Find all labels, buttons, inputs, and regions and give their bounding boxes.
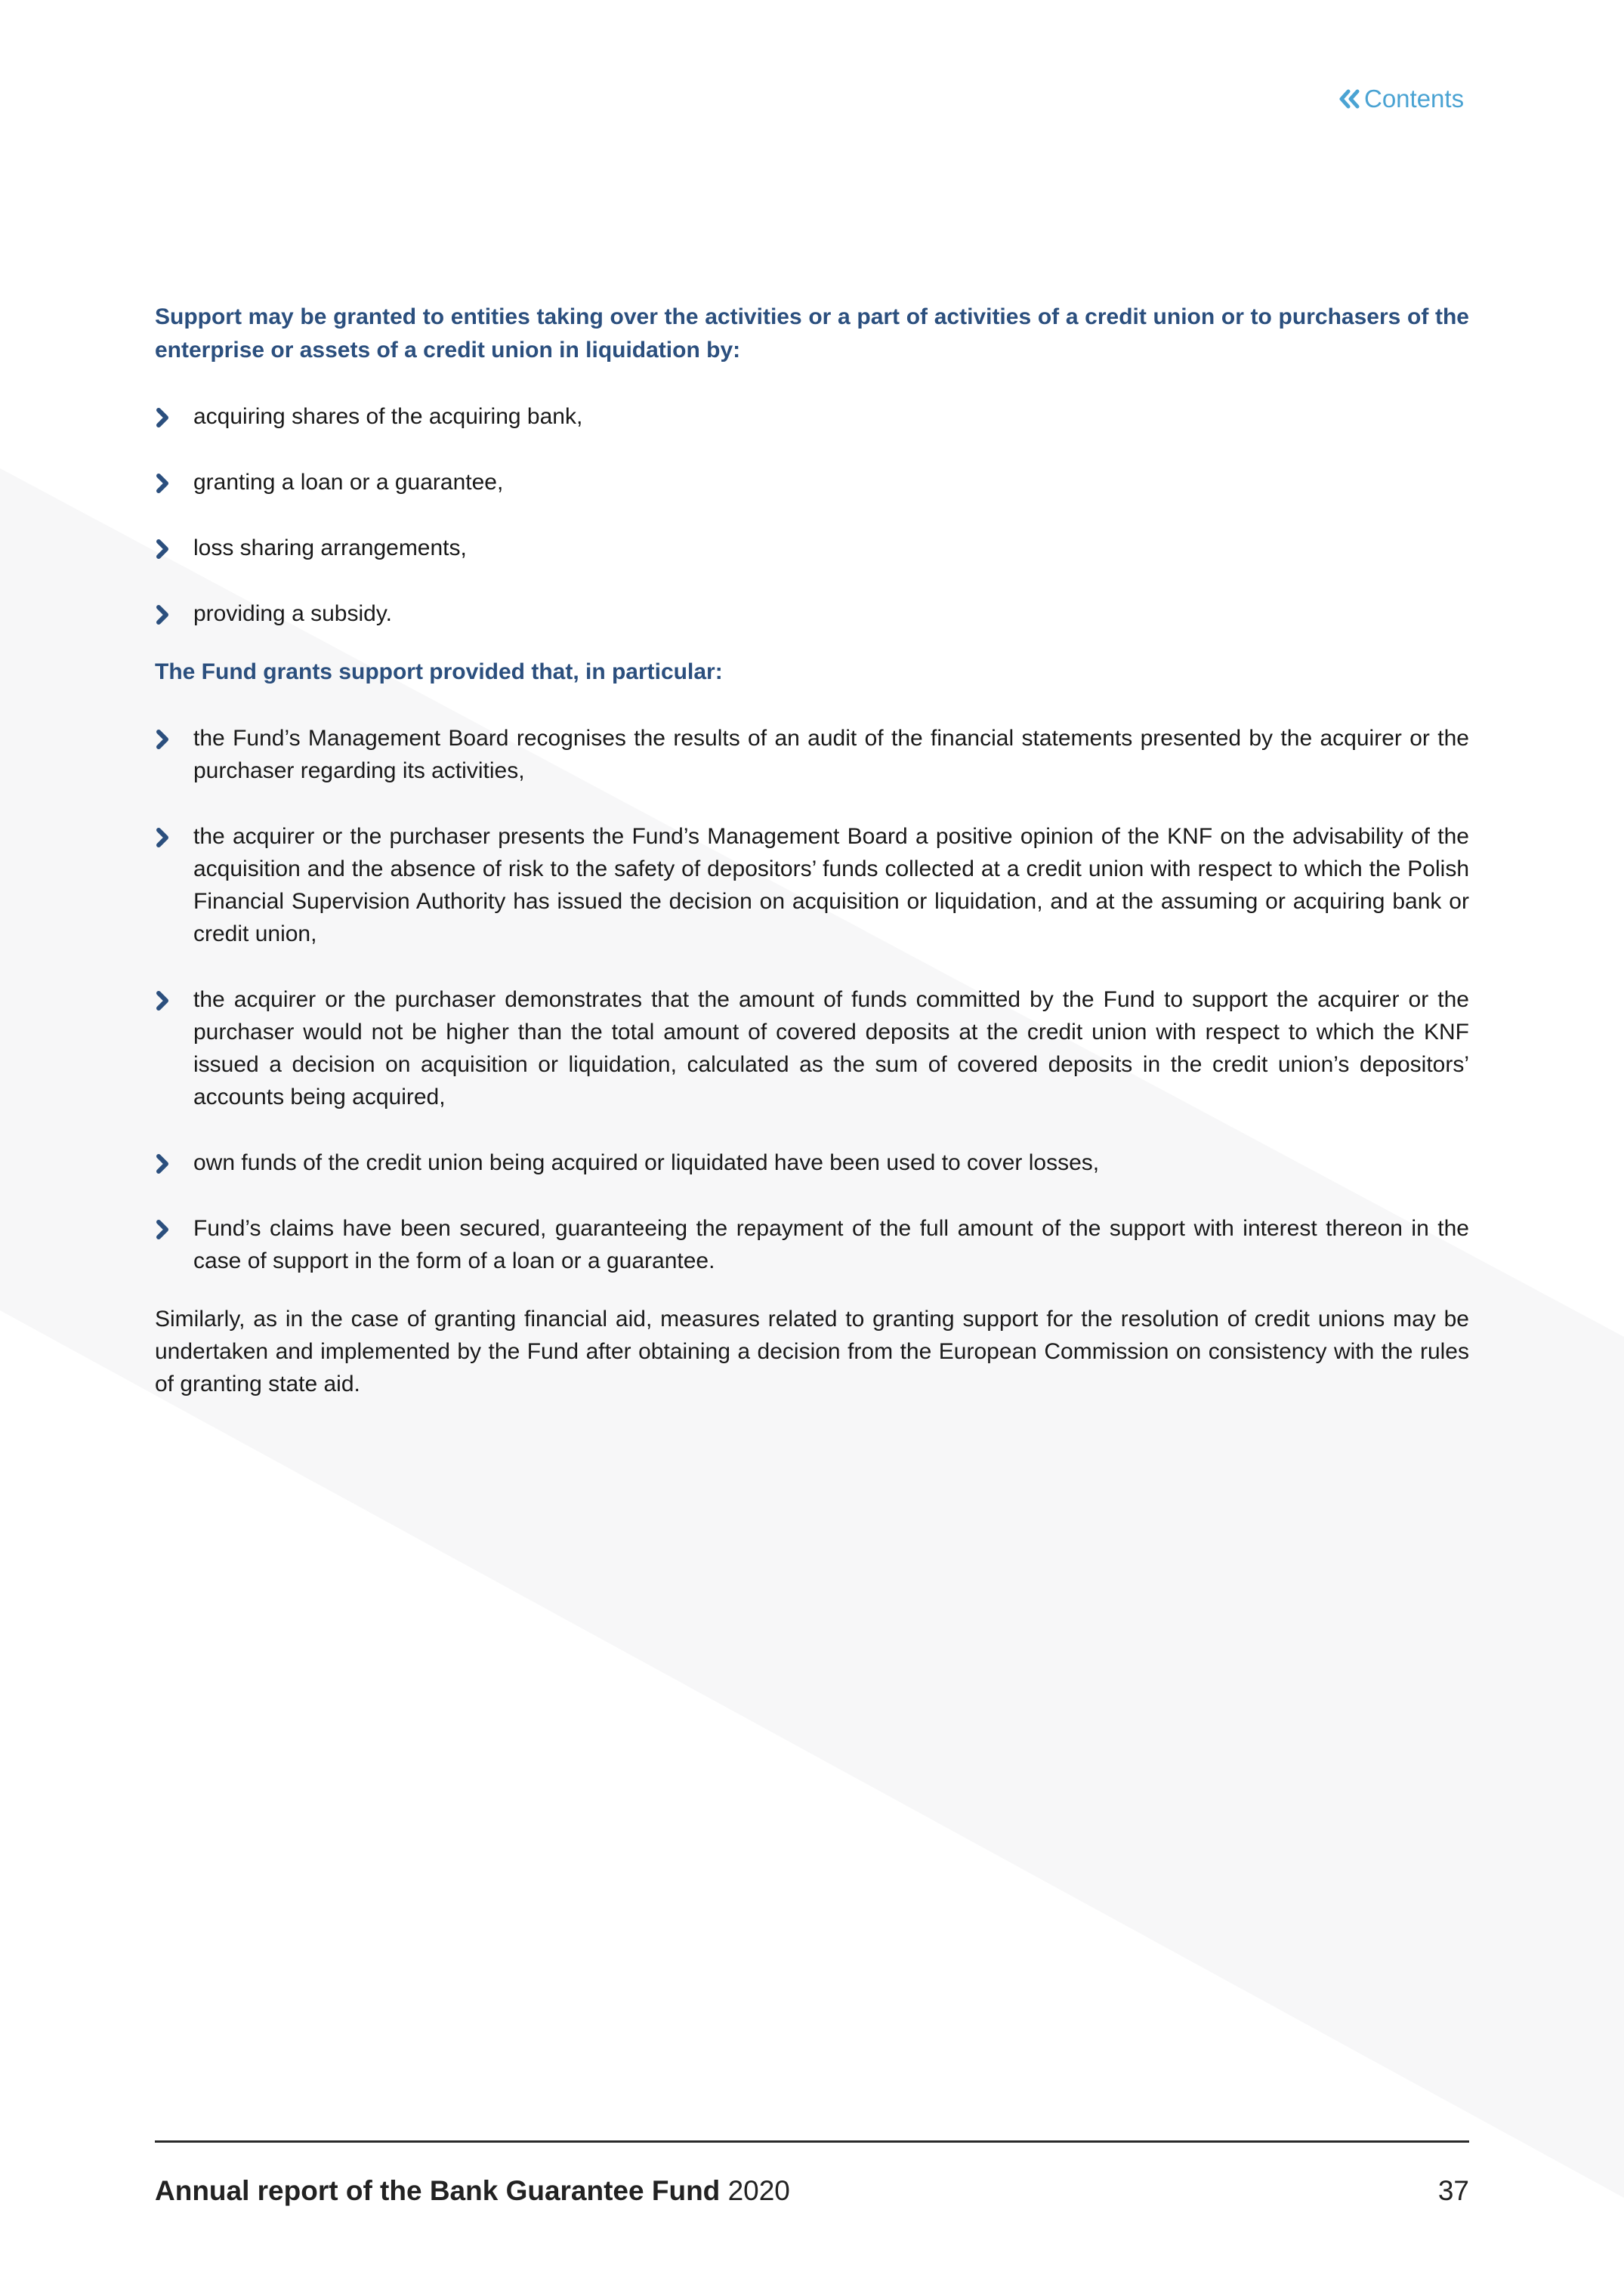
chevron-right-icon — [155, 539, 171, 560]
section2-bullet-list — [155, 722, 1469, 1277]
footer-divider — [155, 2140, 1469, 2143]
double-chevron-left-icon — [1338, 89, 1361, 109]
chevron-right-icon — [155, 1219, 171, 1240]
list-item — [155, 597, 1469, 630]
list-item-text: granting a loan or a guarantee, — [193, 470, 504, 495]
page-number: 37 — [1437, 2175, 1469, 2206]
list-item-text: loss sharing arrangements, — [193, 535, 467, 560]
page-content — [155, 301, 1469, 1400]
list-item-text: own funds of the credit union being acquired or liquidated have been used to cover losses, — [193, 1150, 1100, 1175]
chevron-right-icon — [155, 604, 171, 625]
contents-link[interactable] — [1338, 85, 1464, 113]
list-item — [155, 983, 1469, 1113]
list-item — [155, 722, 1469, 787]
list-item-text: providing a subsidy. — [193, 601, 392, 626]
list-item-text: the acquirer or the purchaser presents the Fund’s Management Board a positive opinion of the KNF on the advisability of the acquisition and the absence of risk to the safety of depositors’ funds collected at a credit union with respect to which the Polish Financial Supervision Authority has issued the decision on acquisition or liquidation, and at the assuming or acquiring bank or credit union, — [193, 824, 1469, 946]
list-item — [155, 1212, 1469, 1277]
list-item — [155, 820, 1469, 950]
section1-bullet-list — [155, 400, 1469, 630]
footer-report-title — [155, 2175, 790, 2207]
chevron-right-icon — [155, 827, 171, 848]
chevron-right-icon — [155, 407, 171, 428]
footer-title-bold: Annual report of the Bank Guarantee Fund — [155, 2175, 721, 2206]
contents-link-label: Contents — [1364, 85, 1465, 113]
footer-year: 2020 — [727, 2175, 790, 2206]
chevron-right-icon — [155, 1153, 171, 1174]
section1-lead: Support may be granted to entities taking over the activities or a part of activities of a credit union or to purchasers of the enterprise or assets of a credit union in liquidation by: — [155, 304, 1469, 363]
list-item-text: the acquirer or the purchaser demonstrates that the amount of funds committed by the Fund to support the acquirer or the purchaser would not be higher than the total amount of covered deposits at the credit union with respect to which the KNF issued a decision on acquisition or liquidation, calculated as the sum of covered deposits in the credit union’s depositors’ accounts being acquired, — [193, 987, 1469, 1109]
list-item — [155, 532, 1469, 564]
chevron-right-icon — [155, 473, 171, 494]
list-item — [155, 400, 1469, 433]
chevron-right-icon — [155, 990, 171, 1011]
list-item-text: acquiring shares of the acquiring bank, — [193, 404, 583, 429]
section2-lead: The Fund grants support provided that, in particular: — [155, 659, 723, 684]
list-item — [155, 1146, 1469, 1179]
closing-paragraph: Similarly, as in the case of granting financial aid, measures related to granting support for the resolution of credit unions may be undertaken and implemented by the Fund after obtaining a decision from the European Commission on consistency with the rules of granting state aid. — [155, 1307, 1469, 1396]
list-item-text: the Fund’s Management Board recognises the results of an audit of the financial statements presented by the acquirer or the purchaser regarding its activities, — [193, 726, 1469, 783]
chevron-right-icon — [155, 729, 171, 750]
list-item-text: Fund’s claims have been secured, guaranteeing the repayment of the full amount of the support with interest thereon in the case of support in the form of a loan or a guarantee. — [193, 1216, 1469, 1273]
list-item — [155, 466, 1469, 498]
